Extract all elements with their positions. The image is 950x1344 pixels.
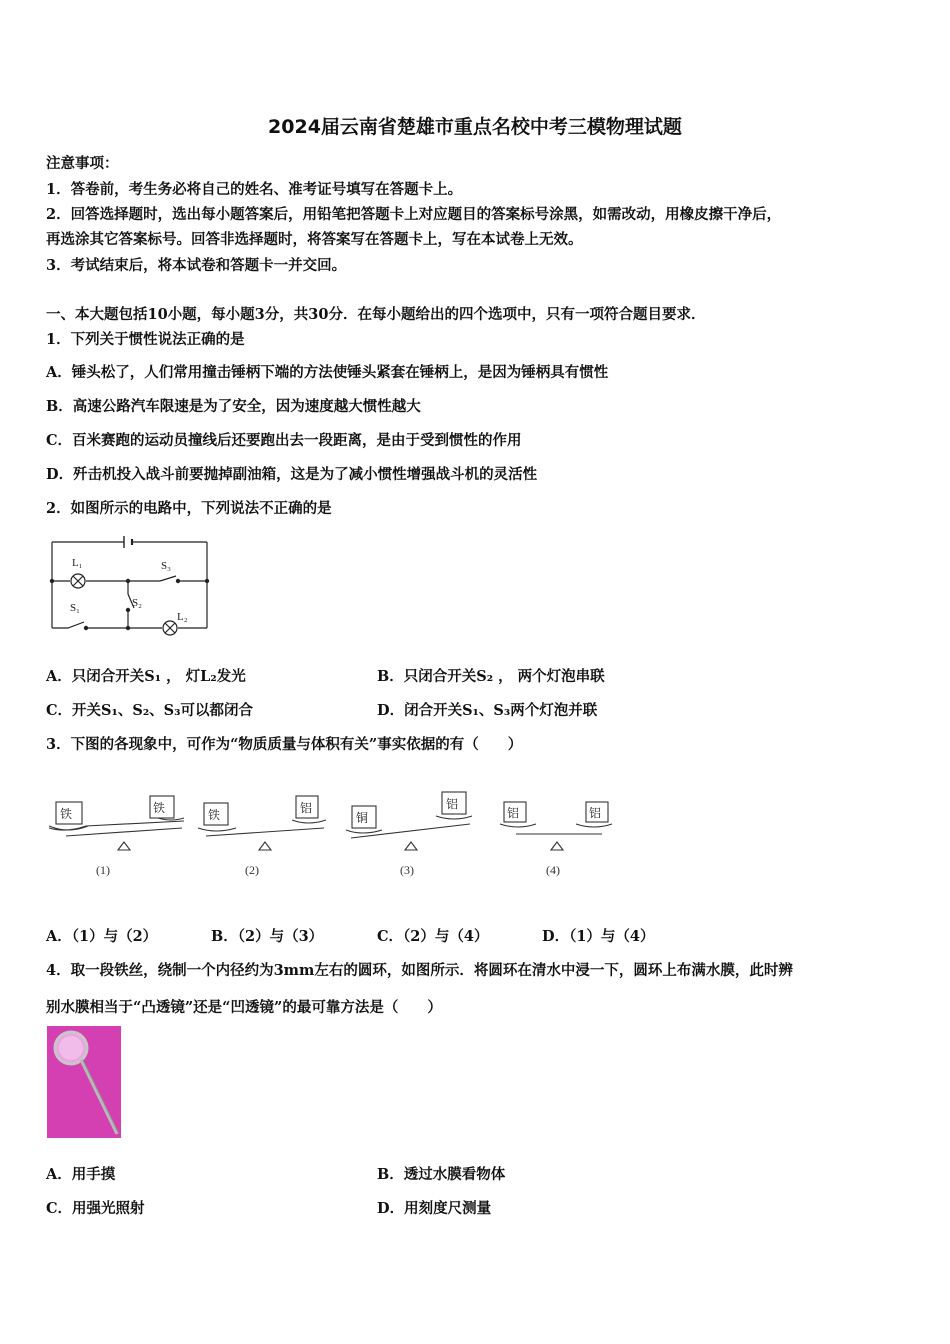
balance-2-left: 铁 (208, 808, 221, 822)
label-s2: S₂ (132, 597, 142, 609)
q2-option-b: B．只闭合开关S₂ ， 两个灯泡串联 (377, 668, 605, 685)
balance-3-left: 铜 (356, 811, 369, 825)
label-s3: S₃ (161, 560, 171, 572)
q1-option-b: B．高速公路汽车限速是为了安全，因为速度越大惯性越大 (46, 398, 421, 415)
balance-1-left: 铁 (60, 807, 73, 821)
question-1-stem: 1．下列关于惯性说法正确的是 (46, 331, 245, 348)
q1-option-d: D．歼击机投入战斗前要抛掉副油箱，这是为了减小惯性增强战斗机的灵活性 (46, 466, 538, 483)
balance-2-caption: (2) (245, 863, 259, 877)
notice-item: 1．答卷前，考生务必将自己的姓名、准考证号填写在答题卡上。 (46, 181, 463, 198)
notice-item: 再选涂其它答案标号。回答非选择题时，将答案写在答题卡上，写在本试卷上无效。 (46, 231, 583, 248)
balance-4-right: 铝 (589, 806, 602, 820)
q2-option-a: A．只闭合开关S₁ ， 灯L₂发光 (46, 668, 246, 685)
q2-option-d: D．闭合开关S₁、S₃两个灯泡并联 (377, 702, 598, 719)
question-4-stem-line2: 别水膜相当于“凸透镜”还是“凹透镜”的最可靠方法是（ ） (46, 999, 442, 1016)
balance-4-caption: (4) (546, 863, 560, 877)
wire-ring-photo (47, 1026, 121, 1138)
section-heading: 一、本大题包括10小题，每小题3分，共30分．在每小题给出的四个选项中，只有一项符合题目要求． (46, 306, 706, 323)
balance-3-caption: (3) (400, 863, 414, 877)
balance-4-left: 铝 (507, 806, 520, 820)
balance-1-caption: (1) (96, 863, 110, 877)
question-4-stem-line1: 4．取一段铁丝，绕制一个内径约为3mm左右的圆环，如图所示．将圆环在清水中浸一下，圆环上布满水膜，此时辨 (46, 962, 793, 979)
q3-option-d: D．（1）与（4） (542, 928, 655, 945)
circuit-diagram (44, 532, 214, 637)
balance-3-right: 铝 (446, 797, 459, 811)
q3-option-b: B．（2）与（3） (211, 928, 324, 945)
page-title: 2024届云南省楚雄市重点名校中考三模物理试题 (268, 116, 682, 138)
balance-2-right: 铝 (300, 801, 313, 815)
q4-option-a: A．用手摸 (46, 1166, 116, 1183)
notice-item: 2．回答选择题时，选出每小题答案后，用铅笔把答题卡上对应题目的答案标号涂黑，如需改动，用橡皮擦干净后， (46, 206, 782, 223)
balance-figures (46, 788, 626, 880)
q2-option-c: C．开关S₁、S₂、S₃可以都闭合 (46, 702, 254, 719)
q1-option-a: A．锤头松了，人们常用撞击锤柄下端的方法使锤头紧套在锤柄上，是因为锤柄具有惯性 (46, 364, 609, 381)
q4-option-c: C．用强光照射 (46, 1200, 145, 1217)
q3-option-c: C．（2）与（4） (377, 928, 489, 945)
q4-option-d: D．用刻度尺测量 (377, 1200, 492, 1217)
notice-heading: 注意事项： (46, 155, 119, 172)
balance-1-right: 铁 (153, 801, 166, 815)
q1-option-c: C．百米赛跑的运动员撞线后还要跑出去一段距离，是由于受到惯性的作用 (46, 432, 522, 449)
q4-option-b: B．透过水膜看物体 (377, 1166, 506, 1183)
label-s1: S₁ (70, 602, 80, 614)
q3-option-a: A．（1）与（2） (46, 928, 158, 945)
question-2-stem: 2．如图所示的电路中，下列说法不正确的是 (46, 500, 332, 517)
label-l2: L₂ (177, 611, 188, 623)
label-l1: L₁ (72, 557, 83, 569)
notice-item: 3．考试结束后，将本试卷和答题卡一并交回。 (46, 257, 347, 274)
question-3-stem: 3．下图的各现象中，可作为“物质质量与体积有关”事实依据的有（ ） (46, 736, 523, 753)
